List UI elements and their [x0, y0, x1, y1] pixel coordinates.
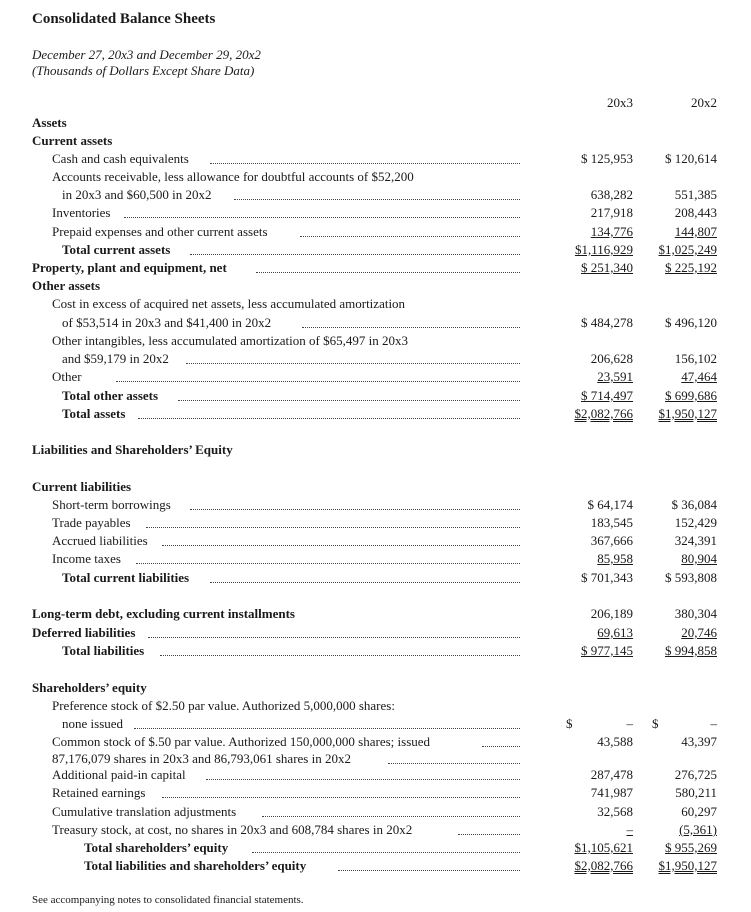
- row-label-prepaid: Prepaid expenses and other current assets: [52, 224, 268, 239]
- leader-dots: [186, 363, 520, 364]
- value-common-20x3: 43,588: [597, 734, 633, 749]
- row-label-preference-stock-cont: none issued: [62, 716, 124, 731]
- value-total-equity-20x2: $ 955,269: [665, 840, 717, 855]
- row-label-common-stock: Common stock of $.50 par value. Authorized 150,000,000 shares; issued: [52, 734, 431, 749]
- leader-dots: [162, 545, 520, 546]
- leader-dots: [482, 746, 520, 747]
- row-label-total-shareholders-equity: Total shareholders’ equity: [84, 840, 229, 855]
- section-heading-assets: Assets: [32, 115, 67, 130]
- subtitle-units: (Thousands of Dollars Except Share Data): [32, 63, 255, 78]
- value-deferred-20x2: 20,746: [681, 625, 717, 640]
- value-accrued-20x2: 324,391: [674, 533, 717, 548]
- subsection-heading-current-liabilities: Current liabilities: [32, 479, 132, 494]
- subtitle-dates: December 27, 20x3 and December 29, 20x2: [32, 47, 261, 62]
- row-label-total-other-assets: Total other assets: [62, 388, 159, 403]
- value-income-taxes-20x3: 85,958: [597, 551, 633, 566]
- value-treasury-20x2: (5,361): [679, 822, 717, 837]
- leader-dots: [388, 763, 520, 764]
- leader-dots: [146, 527, 520, 528]
- value-total-le-20x2: $1,950,127: [658, 858, 717, 873]
- row-label-preference-stock: Preference stock of $2.50 par value. Authorized 5,000,000 shares:: [52, 698, 395, 713]
- leader-dots: [148, 637, 520, 638]
- subsection-heading-other-assets: Other assets: [32, 278, 101, 293]
- row-label-other-intangibles: Other intangibles, less accumulated amortization of $65,497 in 20x3: [52, 333, 408, 348]
- page-title: Consolidated Balance Sheets: [32, 11, 216, 27]
- leader-dots: [190, 254, 520, 255]
- row-label-accounts-receivable-cont: in 20x3 and $60,500 in 20x2: [62, 187, 212, 202]
- value-total-assets-20x3: $2,082,766: [574, 406, 633, 421]
- row-label-retained-earnings: Retained earnings: [52, 785, 146, 800]
- row-label-inventories: Inventories: [52, 205, 111, 220]
- column-header-20x3: 20x3: [607, 95, 633, 110]
- value-total-current-liabilities-20x2: $ 593,808: [665, 570, 717, 585]
- value-treasury-20x3: –: [626, 822, 633, 837]
- value-accrued-20x3: 367,666: [590, 533, 633, 548]
- value-preference-20x3: –: [626, 716, 633, 731]
- row-label-accounts-receivable: Accounts receivable, less allowance for doubtful accounts of $52,200: [52, 169, 414, 184]
- column-header-20x2: 20x2: [691, 95, 717, 110]
- value-prepaid-20x2: 144,807: [674, 224, 717, 239]
- value-total-current-assets-20x3: $1,116,929: [574, 242, 633, 257]
- row-label-short-term-borrowings: Short-term borrowings: [52, 497, 171, 512]
- leader-dots: [138, 418, 520, 419]
- row-label-total-liabilities: Total liabilities: [62, 643, 145, 658]
- value-total-other-assets-20x3: $ 714,497: [581, 388, 633, 403]
- value-total-current-liabilities-20x3: $ 701,343: [581, 570, 633, 585]
- row-label-total-current-liabilities: Total current liabilities: [62, 570, 190, 585]
- leader-dots: [210, 582, 520, 583]
- value-short-term-20x3: $ 64,174: [587, 497, 633, 512]
- value-common-20x2: 43,397: [681, 734, 717, 749]
- leader-dots: [262, 816, 520, 817]
- row-label-cost-excess: Cost in excess of acquired net assets, less accumulated amortization: [52, 296, 406, 311]
- value-other-20x3: 23,591: [597, 369, 633, 384]
- leader-dots: [134, 728, 520, 729]
- value-other-20x2: 47,464: [681, 369, 717, 384]
- value-total-assets-20x2: $1,950,127: [658, 406, 717, 421]
- row-label-treasury-stock: Treasury stock, at cost, no shares in 20x3 and 608,784 shares in 20x2: [52, 822, 413, 837]
- leader-dots: [302, 327, 520, 328]
- row-label-common-stock-cont: 87,176,079 shares in 20x3 and 86,793,061 shares in 20x2: [52, 751, 351, 766]
- value-long-term-20x3: 206,189: [590, 606, 633, 621]
- value-deferred-20x3: 69,613: [597, 625, 633, 640]
- leader-dots: [206, 779, 520, 780]
- row-label-total-liabilities-and-equity: Total liabilities and shareholders’ equity: [84, 858, 307, 873]
- row-label-other: Other: [52, 369, 82, 384]
- value-ar-20x3: 638,282: [590, 187, 633, 202]
- value-ppe-20x3: $ 251,340: [581, 260, 633, 275]
- leader-dots: [162, 797, 520, 798]
- value-cash-20x3: $ 125,953: [581, 151, 633, 166]
- row-label-long-term-debt: Long-term debt, excluding current installments: [32, 606, 295, 621]
- footnote: See accompanying notes to consolidated financial statements.: [32, 894, 304, 906]
- value-other-intangibles-20x3: 206,628: [590, 351, 633, 366]
- value-trade-20x3: 183,545: [590, 515, 633, 530]
- value-inventories-20x2: 208,443: [674, 205, 717, 220]
- value-cost-excess-20x3: $ 484,278: [581, 315, 633, 330]
- value-ar-20x2: 551,385: [674, 187, 717, 202]
- leader-dots: [458, 834, 520, 835]
- row-label-other-intangibles-cont: and $59,179 in 20x2: [62, 351, 169, 366]
- row-label-ppe: Property, plant and equipment, net: [32, 260, 227, 275]
- row-label-total-current-assets: Total current assets: [62, 242, 171, 257]
- value-translation-20x3: 32,568: [597, 804, 633, 819]
- value-income-taxes-20x2: 80,904: [681, 551, 717, 566]
- value-cost-excess-20x2: $ 496,120: [665, 315, 717, 330]
- section-heading-liabilities-equity: Liabilities and Shareholders’ Equity: [32, 442, 233, 457]
- row-label-apic: Additional paid-in capital: [52, 767, 186, 782]
- value-total-liabilities-20x3: $ 977,145: [581, 643, 633, 658]
- row-label-income-taxes: Income taxes: [52, 551, 121, 566]
- value-cash-20x2: $ 120,614: [665, 151, 717, 166]
- row-label-cost-excess-cont: of $53,514 in 20x3 and $41,400 in 20x2: [62, 315, 272, 330]
- leader-dots: [210, 163, 520, 164]
- value-preference-sign-20x2: $: [652, 716, 659, 731]
- row-label-total-assets: Total assets: [62, 406, 126, 421]
- value-inventories-20x3: 217,918: [590, 205, 633, 220]
- subsection-heading-shareholders-equity: Shareholders’ equity: [32, 680, 147, 695]
- value-prepaid-20x3: 134,776: [590, 224, 633, 239]
- value-long-term-20x2: 380,304: [674, 606, 717, 621]
- value-retained-20x3: 741,987: [590, 785, 633, 800]
- value-retained-20x2: 580,211: [675, 785, 717, 800]
- value-translation-20x2: 60,297: [681, 804, 717, 819]
- leader-dots: [116, 381, 520, 382]
- value-total-le-20x3: $2,082,766: [574, 858, 633, 873]
- value-trade-20x2: 152,429: [674, 515, 717, 530]
- row-label-translation-adjustments: Cumulative translation adjustments: [52, 804, 237, 819]
- leader-dots: [160, 655, 520, 656]
- value-ppe-20x2: $ 225,192: [665, 260, 717, 275]
- value-apic-20x2: 276,725: [674, 767, 717, 782]
- leader-dots: [190, 509, 520, 510]
- row-label-deferred-liabilities: Deferred liabilities: [32, 625, 136, 640]
- value-total-current-assets-20x2: $1,025,249: [658, 242, 717, 257]
- leader-dots: [178, 400, 520, 401]
- row-label-trade-payables: Trade payables: [52, 515, 131, 530]
- value-apic-20x3: 287,478: [590, 767, 633, 782]
- leader-dots: [338, 870, 520, 871]
- value-short-term-20x2: $ 36,084: [671, 497, 717, 512]
- value-preference-20x2: –: [710, 716, 717, 731]
- leader-dots: [256, 272, 520, 273]
- leader-dots: [252, 852, 520, 853]
- leader-dots: [124, 217, 520, 218]
- row-label-accrued-liabilities: Accrued liabilities: [52, 533, 148, 548]
- leader-dots: [300, 236, 520, 237]
- row-label-cash: Cash and cash equivalents: [52, 151, 189, 166]
- value-other-intangibles-20x2: 156,102: [674, 351, 717, 366]
- value-total-equity-20x3: $1,105,621: [574, 840, 633, 855]
- leader-dots: [234, 199, 520, 200]
- leader-dots: [136, 563, 520, 564]
- value-total-liabilities-20x2: $ 994,858: [665, 643, 717, 658]
- subsection-heading-current-assets: Current assets: [32, 133, 113, 148]
- value-total-other-assets-20x2: $ 699,686: [665, 388, 717, 403]
- value-preference-sign-20x3: $: [566, 716, 573, 731]
